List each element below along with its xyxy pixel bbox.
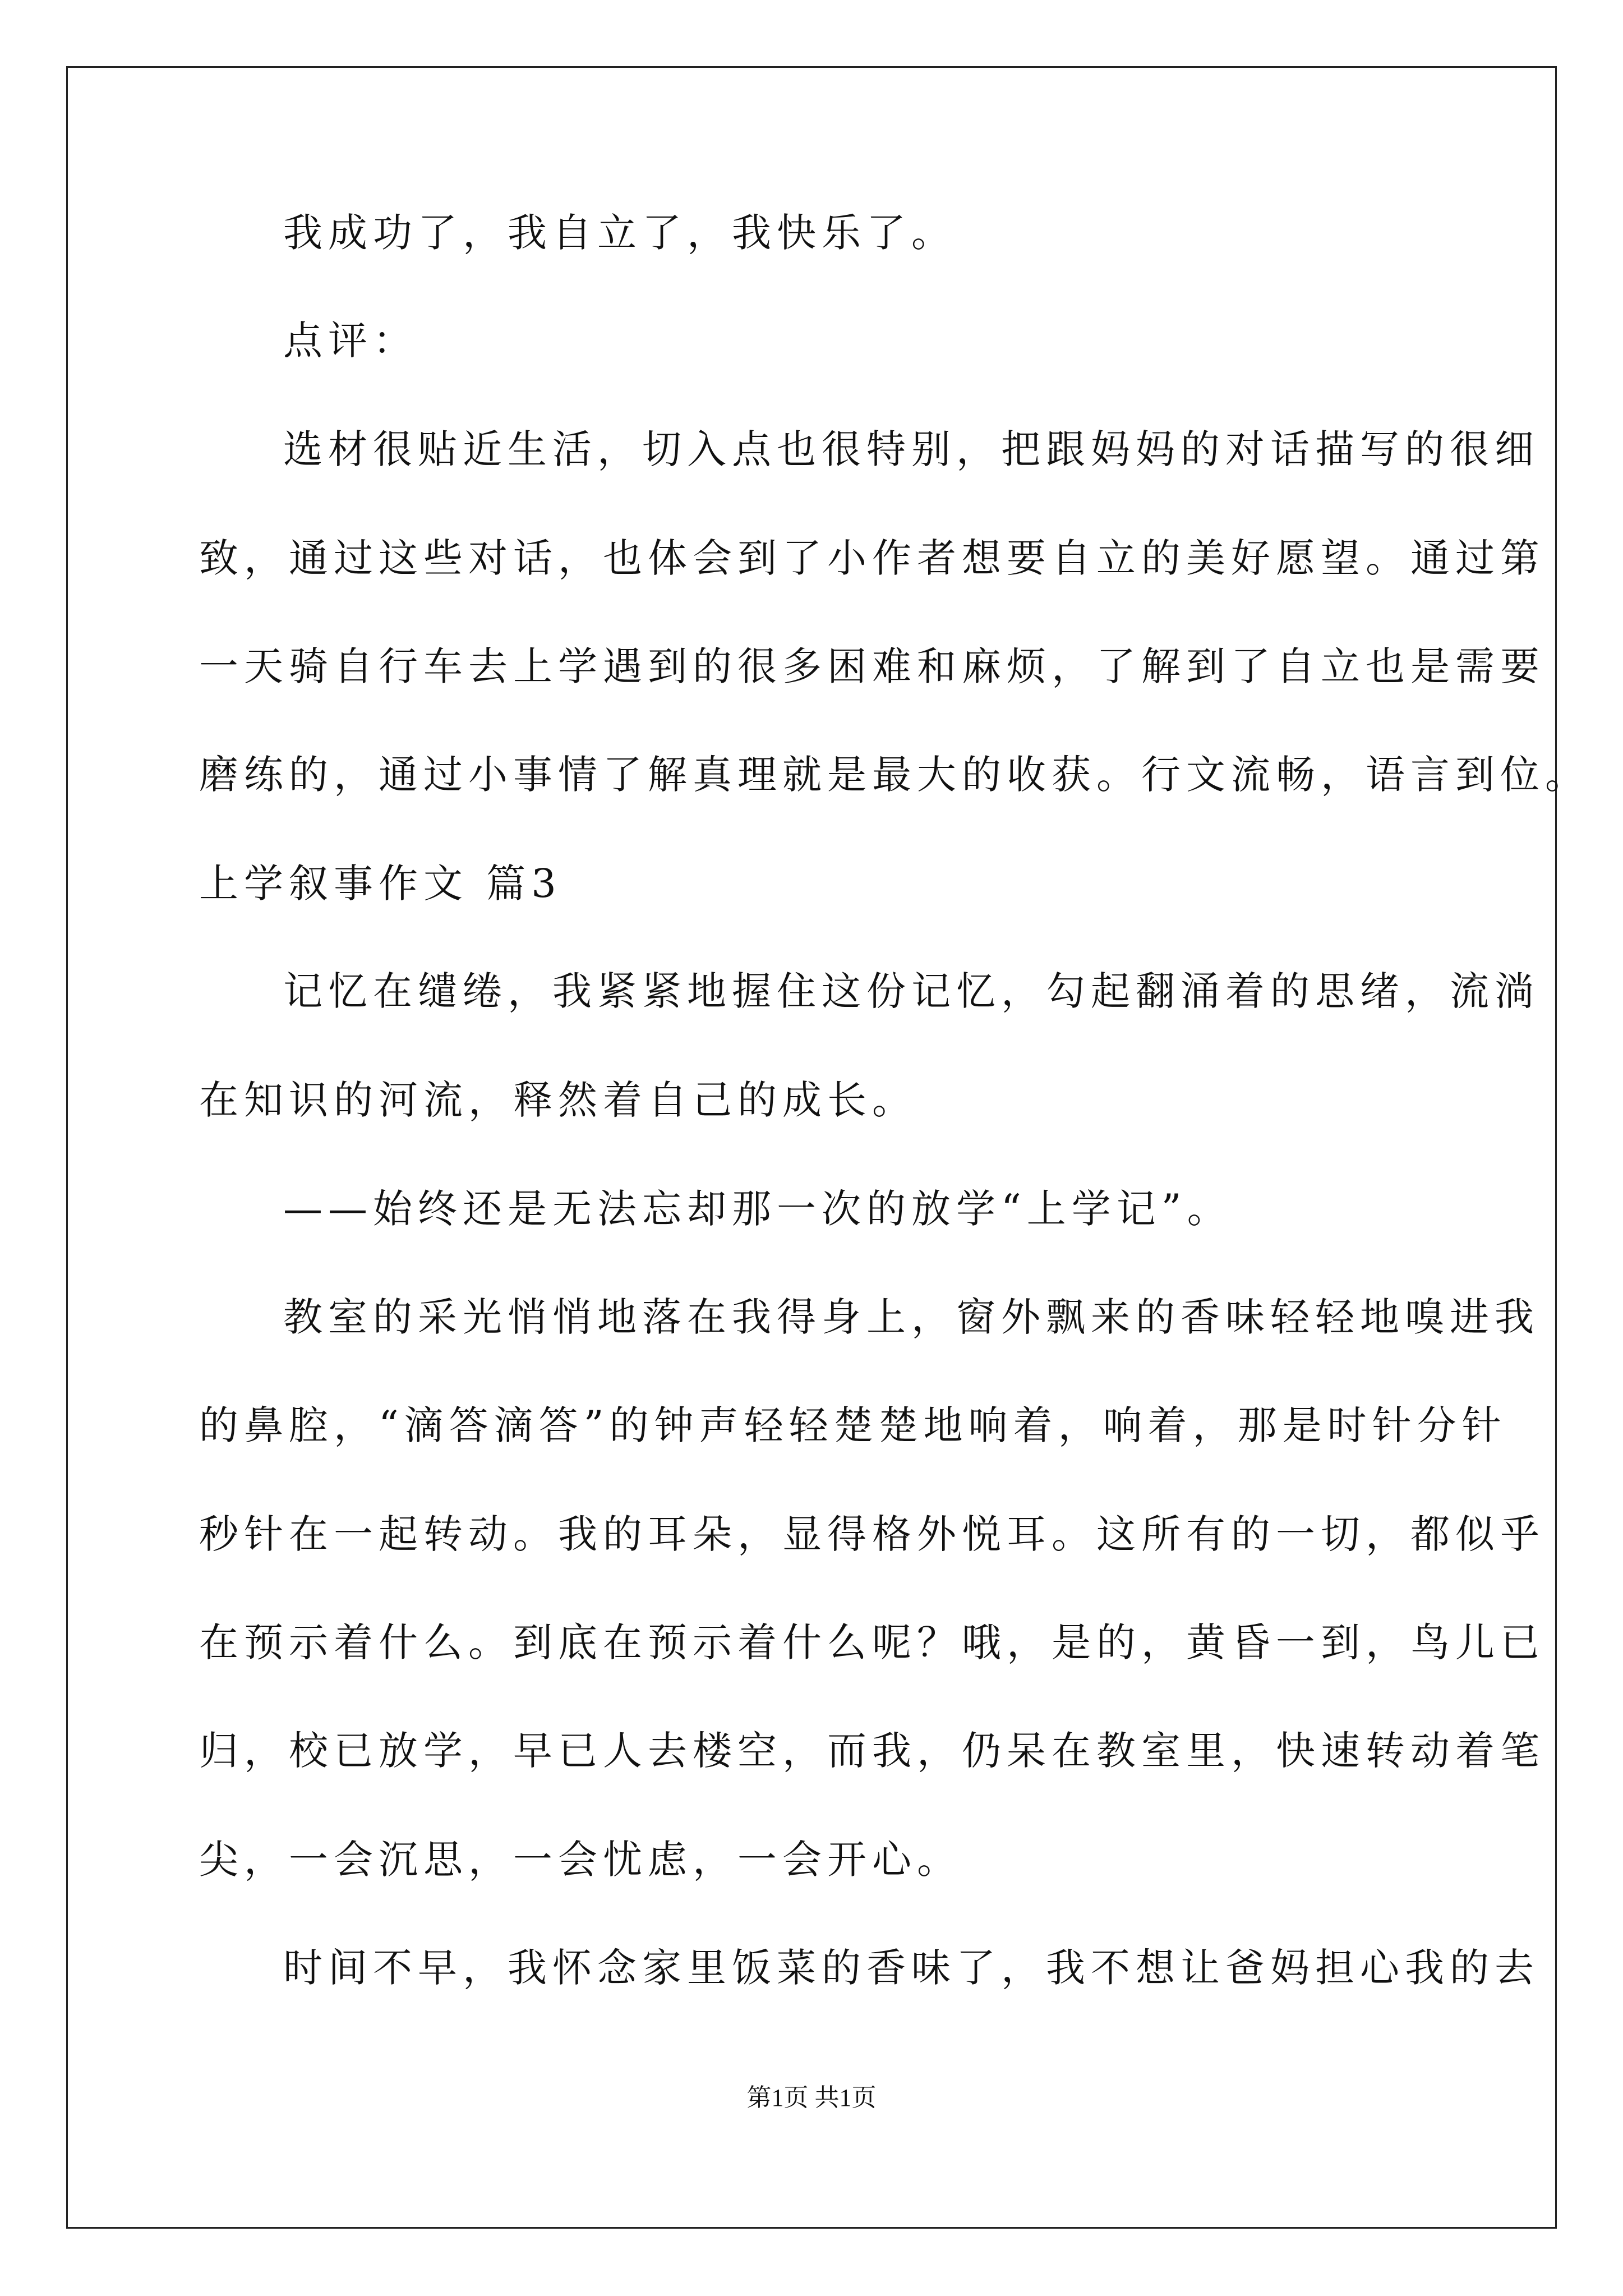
paragraph-line: 我成功了，我自立了，我快乐了。 — [283, 210, 956, 256]
paragraph-line: 在知识的河流，释然着自己的成长。 — [199, 1077, 917, 1123]
paragraph-line: ——始终还是无法忘却那一次的放学“上学记”。 — [283, 1186, 1232, 1232]
paragraph-line: 归，校已放学，早已人去楼空，而我，仍呆在教室里，快速转动着笔 — [199, 1728, 1545, 1774]
paragraph-line: 的鼻腔，“滴答滴答”的钟声轻轻楚楚地响着，响着，那是时针分针 — [199, 1402, 1507, 1448]
paragraph-line: 秒针在一起转动。我的耳朵，显得格外悦耳。这所有的一切，都似乎 — [199, 1511, 1545, 1557]
paragraph-line: 选材很贴近生活，切入点也很特别，把跟妈妈的对话描写的很细 — [283, 426, 1539, 472]
section-heading: 上学叙事作文 篇3 — [199, 861, 562, 907]
paragraph-line: 在预示着什么。到底在预示着什么呢？哦，是的，黄昏一到，鸟儿已 — [199, 1619, 1545, 1665]
paragraph-line: 记忆在缱绻，我紧紧地握住这份记忆，勾起翻涌着的思绪，流淌 — [283, 968, 1539, 1014]
paragraph-line: 致，通过这些对话，也体会到了小作者想要自立的美好愿望。通过第 — [199, 535, 1545, 581]
paragraph-line: 时间不早，我怀念家里饭菜的香味了，我不想让爸妈担心我的去 — [283, 1945, 1539, 1991]
page-number-footer: 第1页 共1页 — [746, 2084, 877, 2111]
paragraph-line: 尖，一会沉思，一会忧虑，一会开心。 — [199, 1837, 962, 1883]
paragraph-line: 一天骑自行车去上学遇到的很多困难和麻烦，了解到了自立也是需要 — [199, 643, 1545, 689]
paragraph-line: 点评： — [283, 318, 418, 364]
paragraph-line: 教室的采光悄悄地落在我得身上，窗外飘来的香味轻轻地嗅进我 — [283, 1294, 1539, 1340]
page-border — [66, 66, 1557, 2229]
paragraph-line: 磨练的，通过小事情了解真理就是最大的收获。行文流畅，语言到位。 — [199, 752, 1590, 798]
